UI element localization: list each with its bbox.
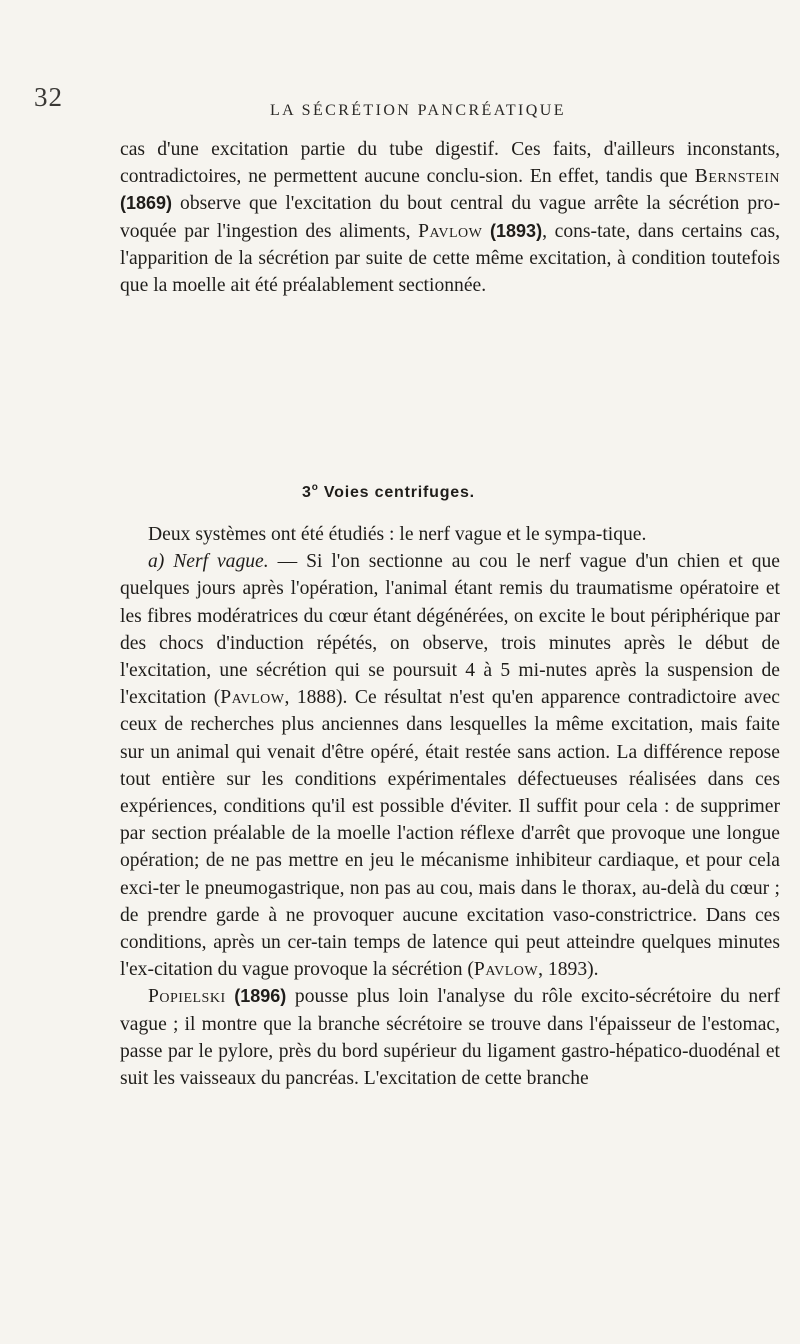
paragraph-4: [120, 983, 780, 1092]
paragraph-3-text-a: — Si l'on sectionne au cou le nerf vague d'un chien et que quelques jours après l'opération, l'animal étant remis du traumatisme opératoire et les fibres modératrices du cœur étant dégénérées, on excite le bout périphérique par des chocs d'induction répétés, on observe, trois minutes après le début de l'excitation, une sécrétion qui se poursuit 4 à 5 mi-nutes après la suspension de l'excitation (: [120, 551, 780, 709]
year-1896: (1896): [234, 986, 287, 1007]
author-pavlow: Pavlow: [418, 220, 483, 242]
paragraph-1: [120, 136, 780, 299]
author-pavlow-1893: Pavlow: [473, 959, 539, 981]
section-degree: o: [311, 482, 319, 493]
paragraph-4-text: pousse plus loin l'analyse du rôle excito-sécrétoire du nerf vague ; il montre que la branche sécrétoire se trouve dans l'épaisseur de l'estomac, passe par le pylore, près du bord supérieur du ligament gastro-hépatico-duodénal et suit les vaisseaux du pancréas. L'excitation de cette branche: [120, 986, 780, 1090]
paragraph-1-text-c: , cons-tate, dans certains cas, l'apparition de la sécrétion par suite de cette même excitation, à condition toutefois que la moelle ait été préalablement sectionnée.: [120, 220, 780, 297]
section-number: 3: [302, 484, 312, 501]
author-popielski: Popielski: [148, 986, 226, 1008]
body-text-top: [120, 136, 780, 299]
paragraph-3: [120, 548, 780, 983]
body-text-bottom: [120, 521, 780, 1092]
paragraph-3-text-b: , 1888). Ce résultat n'est qu'en apparence contradictoire avec ceux de recherches plus anciennes dans lesquelles la même excitation, mais faite sur un animal qui venait d'être opéré, était restée sans action. La différence repose tout entière sur les conditions expérimentales défectueuses réalisées dans ces expériences, conditions qu'il est possible d'éviter. Il suffit pour cela : de supprimer par section préalable de la moelle l'action réflexe d'arrêt que provoque une longue opération; de ne pas mettre en jeu le mécanisme inhibiteur cardiaque, et pour cela exci-ter le pneumogastrique, non pas au cou, mais dans le thorax, au-delà du cœur ; de prendre garde à ne provoquer aucune excitation vaso-constrictrice. Dans ces conditions, après un cer-tain temps de latence qui peut atteindre quelques minutes l'ex-citation du vague provoque la sécrétion (: [120, 687, 780, 981]
section-title: Voies centrifuges.: [323, 484, 475, 501]
author-bernstein: Bernstein: [694, 166, 780, 188]
section-heading: [302, 482, 475, 502]
year-1893: (1893): [490, 220, 543, 241]
paragraph-1-text-b: observe que l'excitation du bout central du vague arrête la sécrétion pro-voquée par l'ingestion des aliments,: [120, 193, 780, 242]
paragraph-1-text-a: cas d'une excitation partie du tube digestif. Ces faits, d'ailleurs inconstants, contradictoires, ne permettent aucune conclu-sion. En effet, tandis que: [120, 139, 780, 188]
author-pavlow-1888: Pavlow: [220, 687, 285, 709]
paragraph-3-text-c: , 1893).: [538, 959, 599, 981]
running-head: LA SÉCRÉTION PANCRÉATIQUE: [270, 102, 566, 119]
paragraph-2: Deux systèmes ont été étudiés : le nerf vague et le sympa-tique.: [148, 524, 647, 545]
year-1869: (1869): [120, 193, 173, 214]
page-number: 32: [34, 82, 63, 112]
subsection-label: a) Nerf vague.: [148, 551, 269, 573]
